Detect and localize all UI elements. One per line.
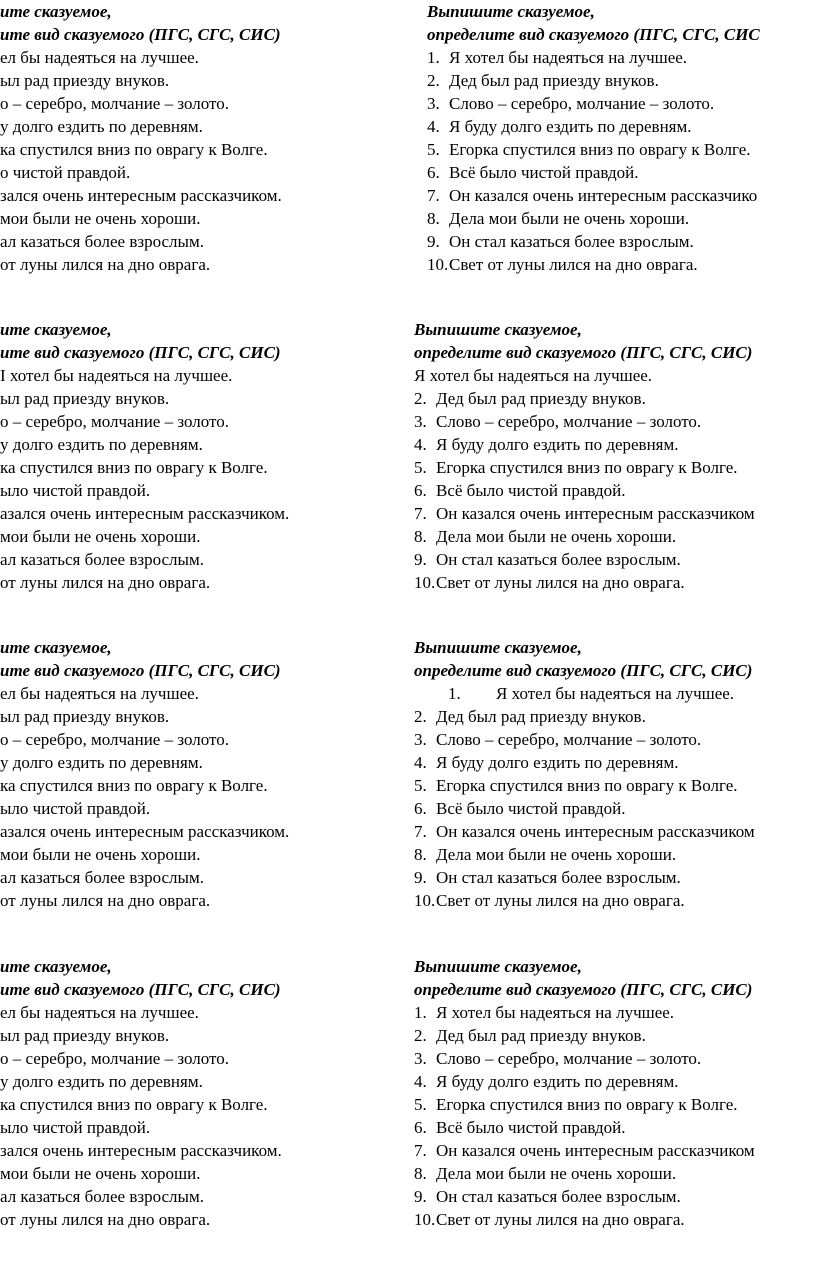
- sentence-text: Я буду долго ездить по деревням.: [436, 435, 679, 454]
- item-number: 2.: [414, 707, 427, 726]
- item-number: 3.: [427, 94, 440, 113]
- sentence-text: у долго ездить по деревням.: [0, 753, 203, 772]
- item-number: 3.: [414, 1049, 427, 1068]
- item-number: 8.: [414, 1164, 427, 1183]
- sentence-text: Он казался очень интересным рассказчиком: [436, 504, 755, 523]
- task-heading-text: Выпишите сказуемое,: [427, 2, 595, 21]
- item-number: 7.: [414, 504, 427, 523]
- item-number: 1.: [414, 1003, 427, 1022]
- sentence-text: Егорка спустился вниз по оврагу к Волге.: [436, 458, 738, 477]
- item-number: 2.: [414, 1026, 427, 1045]
- sentence-text: Дела мои были не очень хороши.: [449, 209, 690, 228]
- sentence-text: от луны лился на дно оврага.: [0, 573, 211, 592]
- item-number: 3.: [414, 730, 427, 749]
- sentence-text: ел бы надеяться на лучшее.: [0, 684, 199, 703]
- item-number: 1.: [427, 48, 440, 67]
- sentence-text: ал казаться более взрослым.: [0, 232, 204, 251]
- item-number: 5.: [414, 776, 427, 795]
- sentence-text: о – серебро, молчание – золото.: [0, 730, 229, 749]
- item-number: 4.: [414, 753, 427, 772]
- task-subheading-text: определите вид сказуемого (ПГС, СГС, СИС): [414, 980, 753, 999]
- sentence-text: Свет от луны лился на дно оврага.: [436, 573, 685, 592]
- sentence-text: мои были не очень хороши.: [0, 845, 201, 864]
- sentence-text: Свет от луны лился на дно оврага.: [436, 1210, 685, 1229]
- sentence-text: Всё было чистой правдой.: [436, 799, 626, 818]
- sentence-text: ыл рад приезду внуков.: [0, 71, 170, 90]
- sentence-text: I хотел бы надеяться на лучшее.: [0, 366, 233, 385]
- task-subheading-text: ите вид сказуемого (ПГС, СГС, СИС): [0, 661, 281, 680]
- item-number: 2.: [414, 389, 427, 408]
- task-heading-text: ите сказуемое,: [0, 320, 112, 339]
- sentence-text: ыло чистой правдой.: [0, 799, 151, 818]
- task-subheading-text: определите вид сказуемого (ПГС, СГС, СИС): [414, 661, 753, 680]
- item-number: 6.: [414, 481, 427, 500]
- sentence-text: ыл рад приезду внуков.: [0, 389, 170, 408]
- sentence-text: Слово – серебро, молчание – золото.: [436, 412, 702, 431]
- sentence-text: ел бы надеяться на лучшее.: [0, 1003, 199, 1022]
- sentence-text: Егорка спустился вниз по оврагу к Волге.: [436, 1095, 738, 1114]
- sentence-text: Он казался очень интересным рассказчико: [449, 186, 758, 205]
- sentence-text: Я буду долго ездить по деревням.: [436, 1072, 679, 1091]
- item-number: 7.: [414, 1141, 427, 1160]
- sentence-text: ка спустился вниз по оврагу к Волге.: [0, 1095, 268, 1114]
- sentence-text: ыло чистой правдой.: [0, 1118, 151, 1137]
- sentence-text: Всё было чистой правдой.: [449, 163, 639, 182]
- item-number: 9.: [414, 868, 427, 887]
- sentence-text: Егорка спустился вниз по оврагу к Волге.: [449, 140, 751, 159]
- sentence-text: Он стал казаться более взрослым.: [436, 1187, 681, 1206]
- sentence-text: азался очень интересным рассказчиком.: [0, 822, 290, 841]
- sentence-text: Я хотел бы надеяться на лучшее.: [496, 684, 735, 703]
- item-number: 8.: [414, 845, 427, 864]
- sentence-text: у долго ездить по деревням.: [0, 435, 203, 454]
- task-heading-text: ите сказуемое,: [0, 2, 112, 21]
- sentence-text: о – серебро, молчание – золото.: [0, 412, 229, 431]
- sentence-text: Егорка спустился вниз по оврагу к Волге.: [436, 776, 738, 795]
- sentence-text: ка спустился вниз по оврагу к Волге.: [0, 458, 268, 477]
- task-heading-text: ите сказуемое,: [0, 638, 112, 657]
- sentence-text: Слово – серебро, молчание – золото.: [436, 730, 702, 749]
- item-number: 9.: [427, 232, 440, 251]
- task-heading-text: Выпишите сказуемое,: [414, 957, 582, 976]
- sentence-text: Он стал казаться более взрослым.: [449, 232, 694, 251]
- task-subheading-text: ите вид сказуемого (ПГС, СГС, СИС): [0, 980, 281, 999]
- item-number: 10.: [414, 573, 436, 592]
- sentence-text: Дела мои были не очень хороши.: [436, 845, 677, 864]
- sentence-text: зался очень интересным рассказчиком.: [0, 1141, 282, 1160]
- sentence-text: ка спустился вниз по оврагу к Волге.: [0, 776, 268, 795]
- sentence-text: Всё было чистой правдой.: [436, 481, 626, 500]
- sentence-text: у долго ездить по деревням.: [0, 1072, 203, 1091]
- sentence-text: ыл рад приезду внуков.: [0, 1026, 170, 1045]
- task-heading-text: ите сказуемое,: [0, 957, 112, 976]
- item-number: 6.: [414, 1118, 427, 1137]
- item-number: 4.: [414, 1072, 427, 1091]
- sentence-text: ел бы надеяться на лучшее.: [0, 48, 199, 67]
- item-number: 8.: [414, 527, 427, 546]
- sentence-text: азался очень интересным рассказчиком.: [0, 504, 290, 523]
- sentence-text: ыл рад приезду внуков.: [0, 707, 170, 726]
- sentence-text: зался очень интересным рассказчиком.: [0, 186, 282, 205]
- sentence-text: от луны лился на дно оврага.: [0, 255, 211, 274]
- sentence-text: от луны лился на дно оврага.: [0, 1210, 211, 1229]
- sentence-text: мои были не очень хороши.: [0, 527, 201, 546]
- sentence-text: Слово – серебро, молчание – золото.: [449, 94, 715, 113]
- sentence-text: Он стал казаться более взрослым.: [436, 550, 681, 569]
- task-subheading-text: определите вид сказуемого (ПГС, СГС, СИС): [414, 343, 753, 362]
- sentence-text: Я буду долго ездить по деревням.: [436, 753, 679, 772]
- item-number: 6.: [414, 799, 427, 818]
- sentence-text: Он стал казаться более взрослым.: [436, 868, 681, 887]
- task-heading-text: Выпишите сказуемое,: [414, 638, 582, 657]
- item-number: 9.: [414, 550, 427, 569]
- item-number: 2.: [427, 71, 440, 90]
- task-subheading-text: ите вид сказуемого (ПГС, СГС, СИС): [0, 343, 281, 362]
- item-number: 10.: [414, 1210, 436, 1229]
- sentence-text: Дела мои были не очень хороши.: [436, 527, 677, 546]
- item-number: 5.: [414, 1095, 427, 1114]
- sentence-text: о – серебро, молчание – золото.: [0, 94, 229, 113]
- sentence-text: у долго ездить по деревням.: [0, 117, 203, 136]
- item-number: 1.: [448, 684, 461, 703]
- item-number: 6.: [427, 163, 440, 182]
- item-number: 8.: [427, 209, 440, 228]
- item-number: 5.: [414, 458, 427, 477]
- sentence-text: ал казаться более взрослым.: [0, 1187, 204, 1206]
- item-number: 5.: [427, 140, 440, 159]
- sentence-text: Слово – серебро, молчание – золото.: [436, 1049, 702, 1068]
- item-number: 4.: [414, 435, 427, 454]
- sentence-text: ыло чистой правдой.: [0, 481, 151, 500]
- sentence-text: Дед был рад приезду внуков.: [436, 707, 646, 726]
- task-subheading-text: ите вид сказуемого (ПГС, СГС, СИС): [0, 25, 281, 44]
- sentence-text: Я хотел бы надеяться на лучшее.: [449, 48, 688, 67]
- item-number: 10.: [427, 255, 449, 274]
- item-number: 10.: [414, 891, 436, 910]
- item-number: 9.: [414, 1187, 427, 1206]
- sentence-text: Свет от луны лился на дно оврага.: [436, 891, 685, 910]
- item-number: 7.: [427, 186, 440, 205]
- task-heading-text: Выпишите сказуемое,: [414, 320, 582, 339]
- sentence-text: мои были не очень хороши.: [0, 209, 201, 228]
- task-subheading-text: определите вид сказуемого (ПГС, СГС, СИС: [427, 25, 760, 44]
- sentence-text: Дела мои были не очень хороши.: [436, 1164, 677, 1183]
- sentence-text: ка спустился вниз по оврагу к Волге.: [0, 140, 268, 159]
- sentence-text: Я хотел бы надеяться на лучшее.: [436, 1003, 675, 1022]
- sentence-text: Дед был рад приезду внуков.: [436, 389, 646, 408]
- sentence-text: Дед был рад приезду внуков.: [436, 1026, 646, 1045]
- sentence-text: о – серебро, молчание – золото.: [0, 1049, 229, 1068]
- sentence-text: о чистой правдой.: [0, 163, 131, 182]
- item-number: 4.: [427, 117, 440, 136]
- sentence-text: ал казаться более взрослым.: [0, 868, 204, 887]
- sentence-text: Я хотел бы надеяться на лучшее.: [414, 366, 653, 385]
- item-number: 3.: [414, 412, 427, 431]
- sentence-text: Всё было чистой правдой.: [436, 1118, 626, 1137]
- sentence-text: Он казался очень интересным рассказчиком: [436, 822, 755, 841]
- sentence-text: Свет от луны лился на дно оврага.: [449, 255, 698, 274]
- sentence-text: Я буду долго ездить по деревням.: [449, 117, 692, 136]
- sentence-text: мои были не очень хороши.: [0, 1164, 201, 1183]
- sentence-text: ал казаться более взрослым.: [0, 550, 204, 569]
- sentence-text: Дед был рад приезду внуков.: [449, 71, 659, 90]
- sentence-text: Он казался очень интересным рассказчиком: [436, 1141, 755, 1160]
- sentence-text: от луны лился на дно оврага.: [0, 891, 211, 910]
- item-number: 7.: [414, 822, 427, 841]
